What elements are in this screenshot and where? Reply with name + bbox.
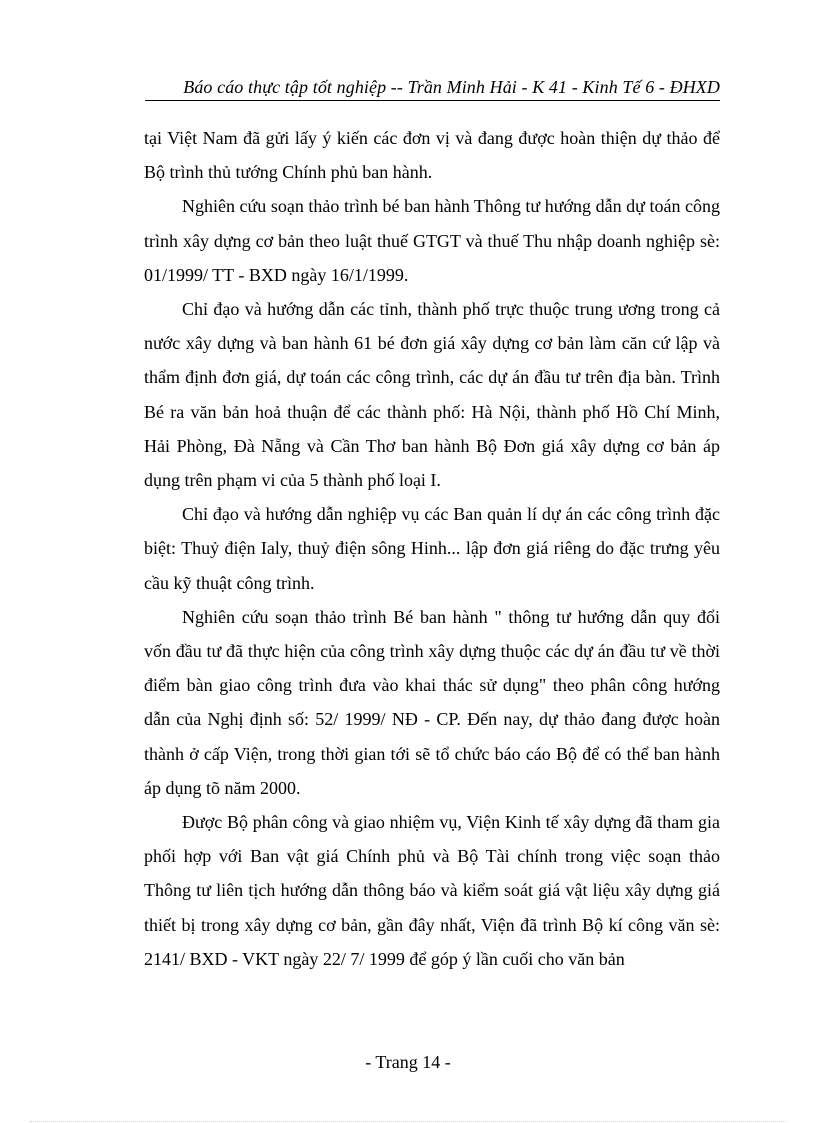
page-number: - Trang 14 -: [365, 1052, 451, 1072]
paragraph-3: Chỉ đạo và hướng dẫn các tỉnh, thành phố trực thuộc trung ương trong cả nước xây dựng và ban hành 61 bé đơn giá xây dựng cơ bản làm căn cứ lập và thẩm định đơn giá, dự toán các công trình, các dự án đầu tư trên địa bàn. Trình Bé ra văn bản hoả thuận để các thành phố: Hà Nội, thành phố Hồ Chí Minh, Hải Phòng, Đà Nẵng và Cần Thơ ban hành Bộ Đơn giá xây dựng cơ bản áp dụng trên phạm vi của 5 thành phố loại I.: [144, 299, 720, 491]
paragraph-2: Nghiên cứu soạn thảo trình bé ban hành Thông tư hướng dẫn dự toán công trình xây dựng cơ bản theo luật thuế GTGT và thuế Thu nhập doanh nghiệp sè: 01/1999/ TT - BXD ngày 16/1/1999.: [144, 196, 720, 285]
paragraph-5: Nghiên cứu soạn thảo trình Bé ban hành " thông tư hướng dẫn quy đổi vốn đầu tư đã thực hiện của công trình xây dựng thuộc các dự án đầu tư về thời điểm bàn giao công trình đưa vào khai thác sử dụng" theo phân công hướng dẫn của Nghị định số: 52/ 1999/ NĐ - CP. Đến nay, dự thảo đang được hoàn thành ở cấp Viện, trong thời gian tới sẽ tổ chức báo cáo Bộ để có thể ban hành áp dụng tõ năm 2000.: [144, 606, 720, 798]
document-body: [144, 121, 720, 976]
paragraph-6: Được Bộ phân công và giao nhiệm vụ, Viện Kinh tế xây dựng đã tham gia phối hợp với Ban vật giá Chính phủ và Bộ Tài chính trong việc soạn thảo Thông tư liên tịch hướng dẫn thông báo và kiểm soát giá vật liệu xây dựng giá thiết bị trong xây dựng cơ bản, gần đây nhất, Viện đã trình Bộ kí công văn sè: 2141/ BXD - VKT ngày 22/ 7/ 1999 để góp ý lần cuối cho văn bản: [144, 812, 720, 969]
page-header: [145, 75, 720, 101]
paragraph-4: Chỉ đạo và hướng dẫn nghiệp vụ các Ban quản lí dự án các công trình đặc biệt: Thuỷ điện Ialy, thuỷ điện sông Hinh... lập đơn giá riêng do đặc trưng yêu cầu kỹ thuật công trình.: [144, 504, 720, 593]
paragraph-1: tại Việt Nam đã gửi lấy ý kiến các đơn vị và đang được hoàn thiện dự thảo để Bộ trình thủ tướng Chính phủ ban hành.: [144, 128, 720, 183]
header-title: Báo cáo thực tập tốt nghiệp -- Trần Minh Hải - K 41 - Kinh Tế 6 - ĐHXD: [183, 77, 720, 97]
page-bottom-divider: [30, 1121, 786, 1122]
page-footer: [0, 1052, 816, 1073]
